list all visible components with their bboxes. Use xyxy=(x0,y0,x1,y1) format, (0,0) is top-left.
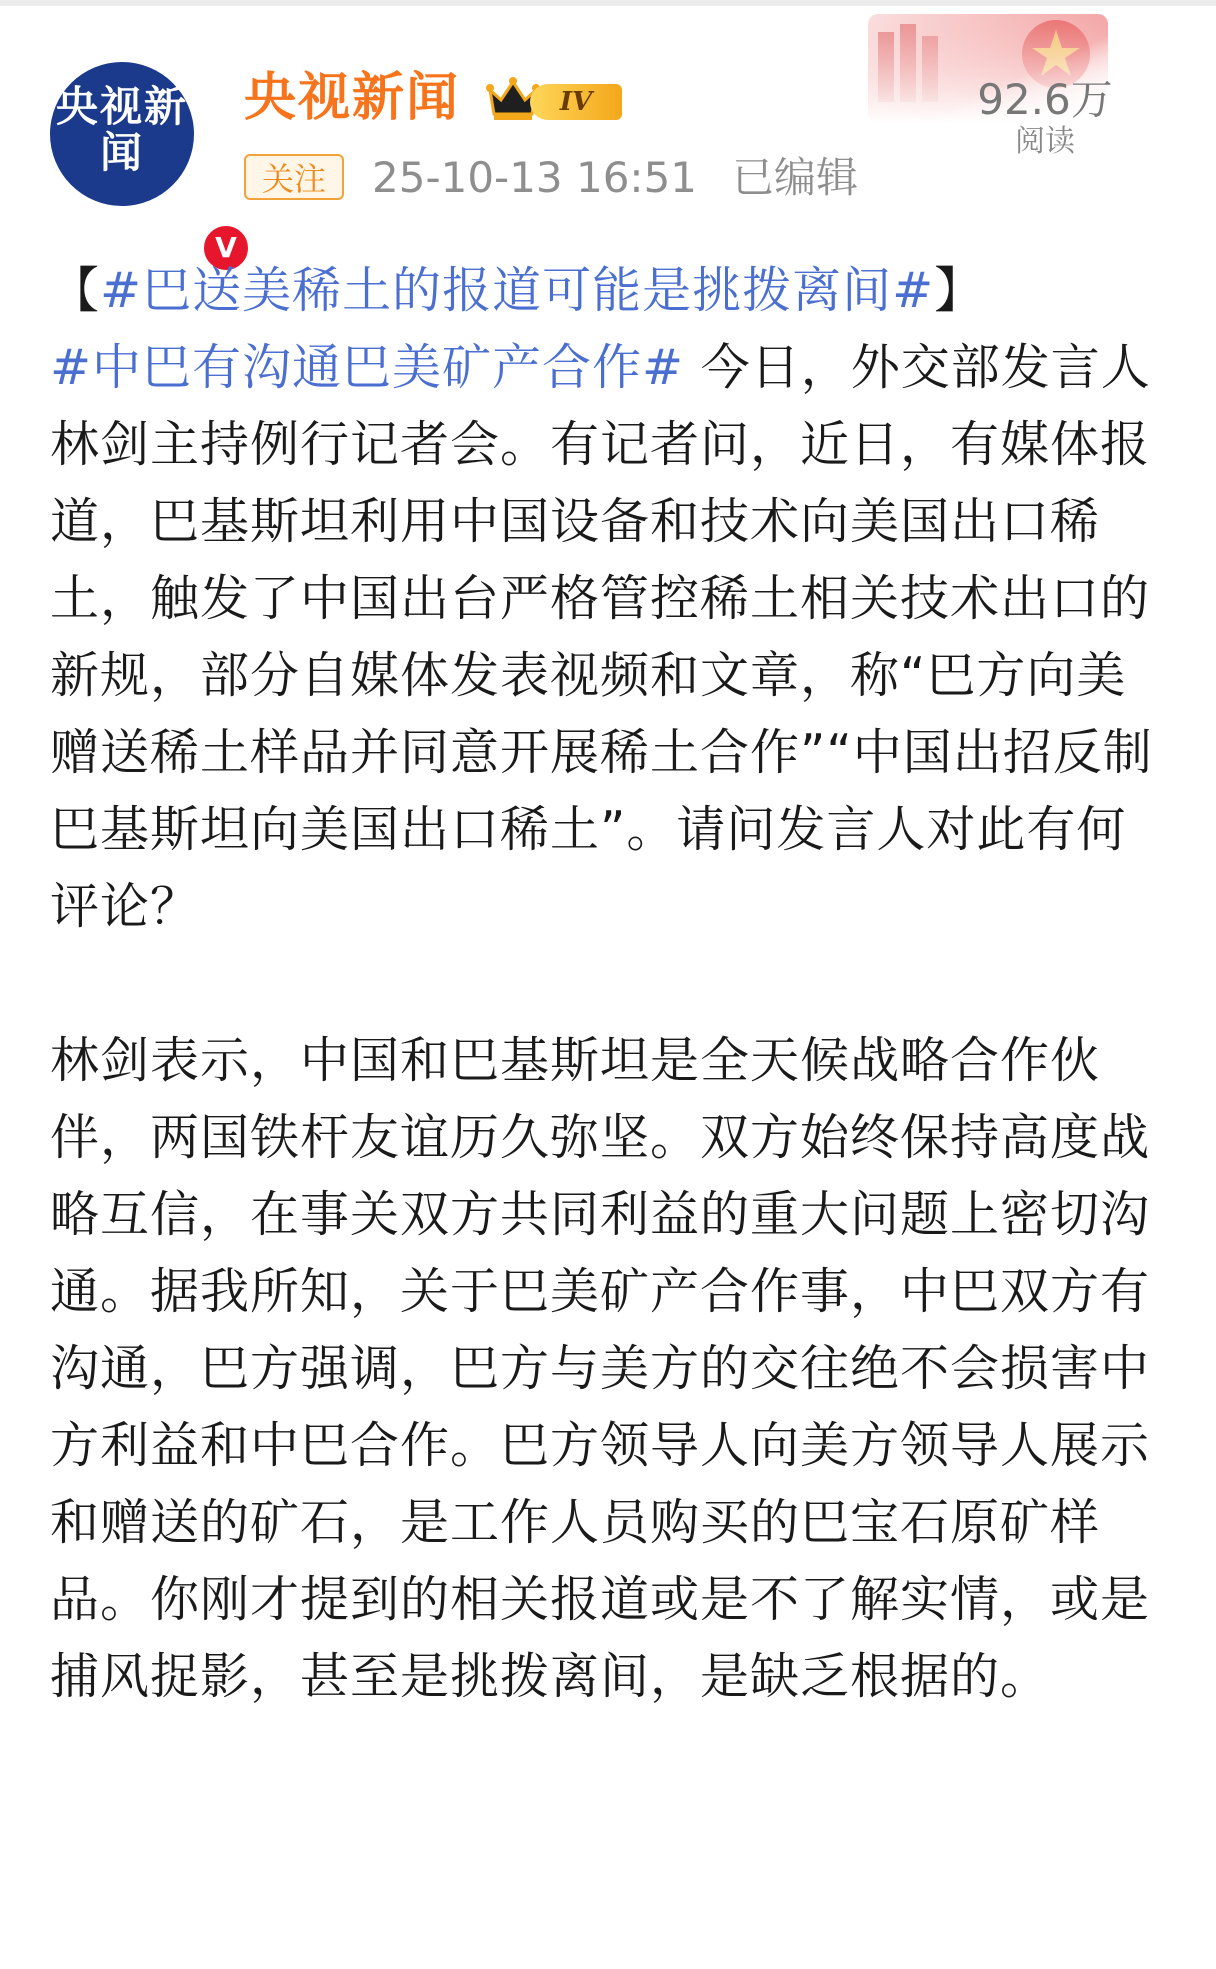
post-timestamp: 25-10-13 16:51 xyxy=(372,153,698,202)
avatar[interactable] xyxy=(50,62,237,264)
paragraph-1-text: 今日，外交部发言人林剑主持例行记者会。有记者问，近日，有媒体报道，巴基斯坦利用中国设备和技术向美国出口稀土，触发了中国出台严格管控稀土相关技术出口的新规，部分自媒体发表视频和文章，称“巴方向美赠送稀土样品并同意开展稀土合作”“中国出招反制巴基斯坦向美国出口稀土”。请问发言人对此有何评论？ xyxy=(50,339,1153,935)
topic-link-title[interactable]: #巴送美稀土的报道可能是挑拨离间# xyxy=(100,262,935,319)
member-badge[interactable] xyxy=(486,72,630,124)
post-paragraph-2: 林剑表示，中国和巴基斯坦是全天候战略合作伙伴，两国铁杆友谊历久弥坚。双方始终保持高度战略互信，在事关双方共同利益的重大问题上密切沟通。据我所知，关于巴美矿产合作事，中巴双方有沟通，巴方强调，巴方与美方的交往绝不会损害中方利益和中巴合作。巴方领导人向美方领导人展示和赠送的矿石，是工作人员购买的巴宝石原矿样品。你刚才提到的相关报道或是不了解实情，或是捕风捉影，甚至是挑拨离间，是缺乏根据的。 xyxy=(50,1032,1151,1705)
reads-count: 92.6万 xyxy=(977,75,1113,124)
post-paragraph-1 xyxy=(50,252,1170,945)
post-header xyxy=(0,0,1216,264)
paragraph-spacer xyxy=(50,945,1170,1022)
follow-button[interactable]: 关注 xyxy=(244,154,344,200)
topic-link-secondary[interactable]: #中巴有沟通巴美矿产合作# xyxy=(50,339,685,396)
member-level: IV xyxy=(530,84,622,120)
edited-label: 已编辑 xyxy=(732,153,859,202)
avatar-text: 央视新闻 xyxy=(55,82,188,177)
reads-label: 阅读 xyxy=(1015,124,1075,159)
post-body xyxy=(50,252,1170,1715)
title-bracket-close: 】 xyxy=(934,262,985,319)
account-name[interactable]: 央视新闻 xyxy=(244,68,461,128)
title-bracket-open: 【 xyxy=(50,262,101,319)
verified-v-icon: V xyxy=(200,222,252,274)
